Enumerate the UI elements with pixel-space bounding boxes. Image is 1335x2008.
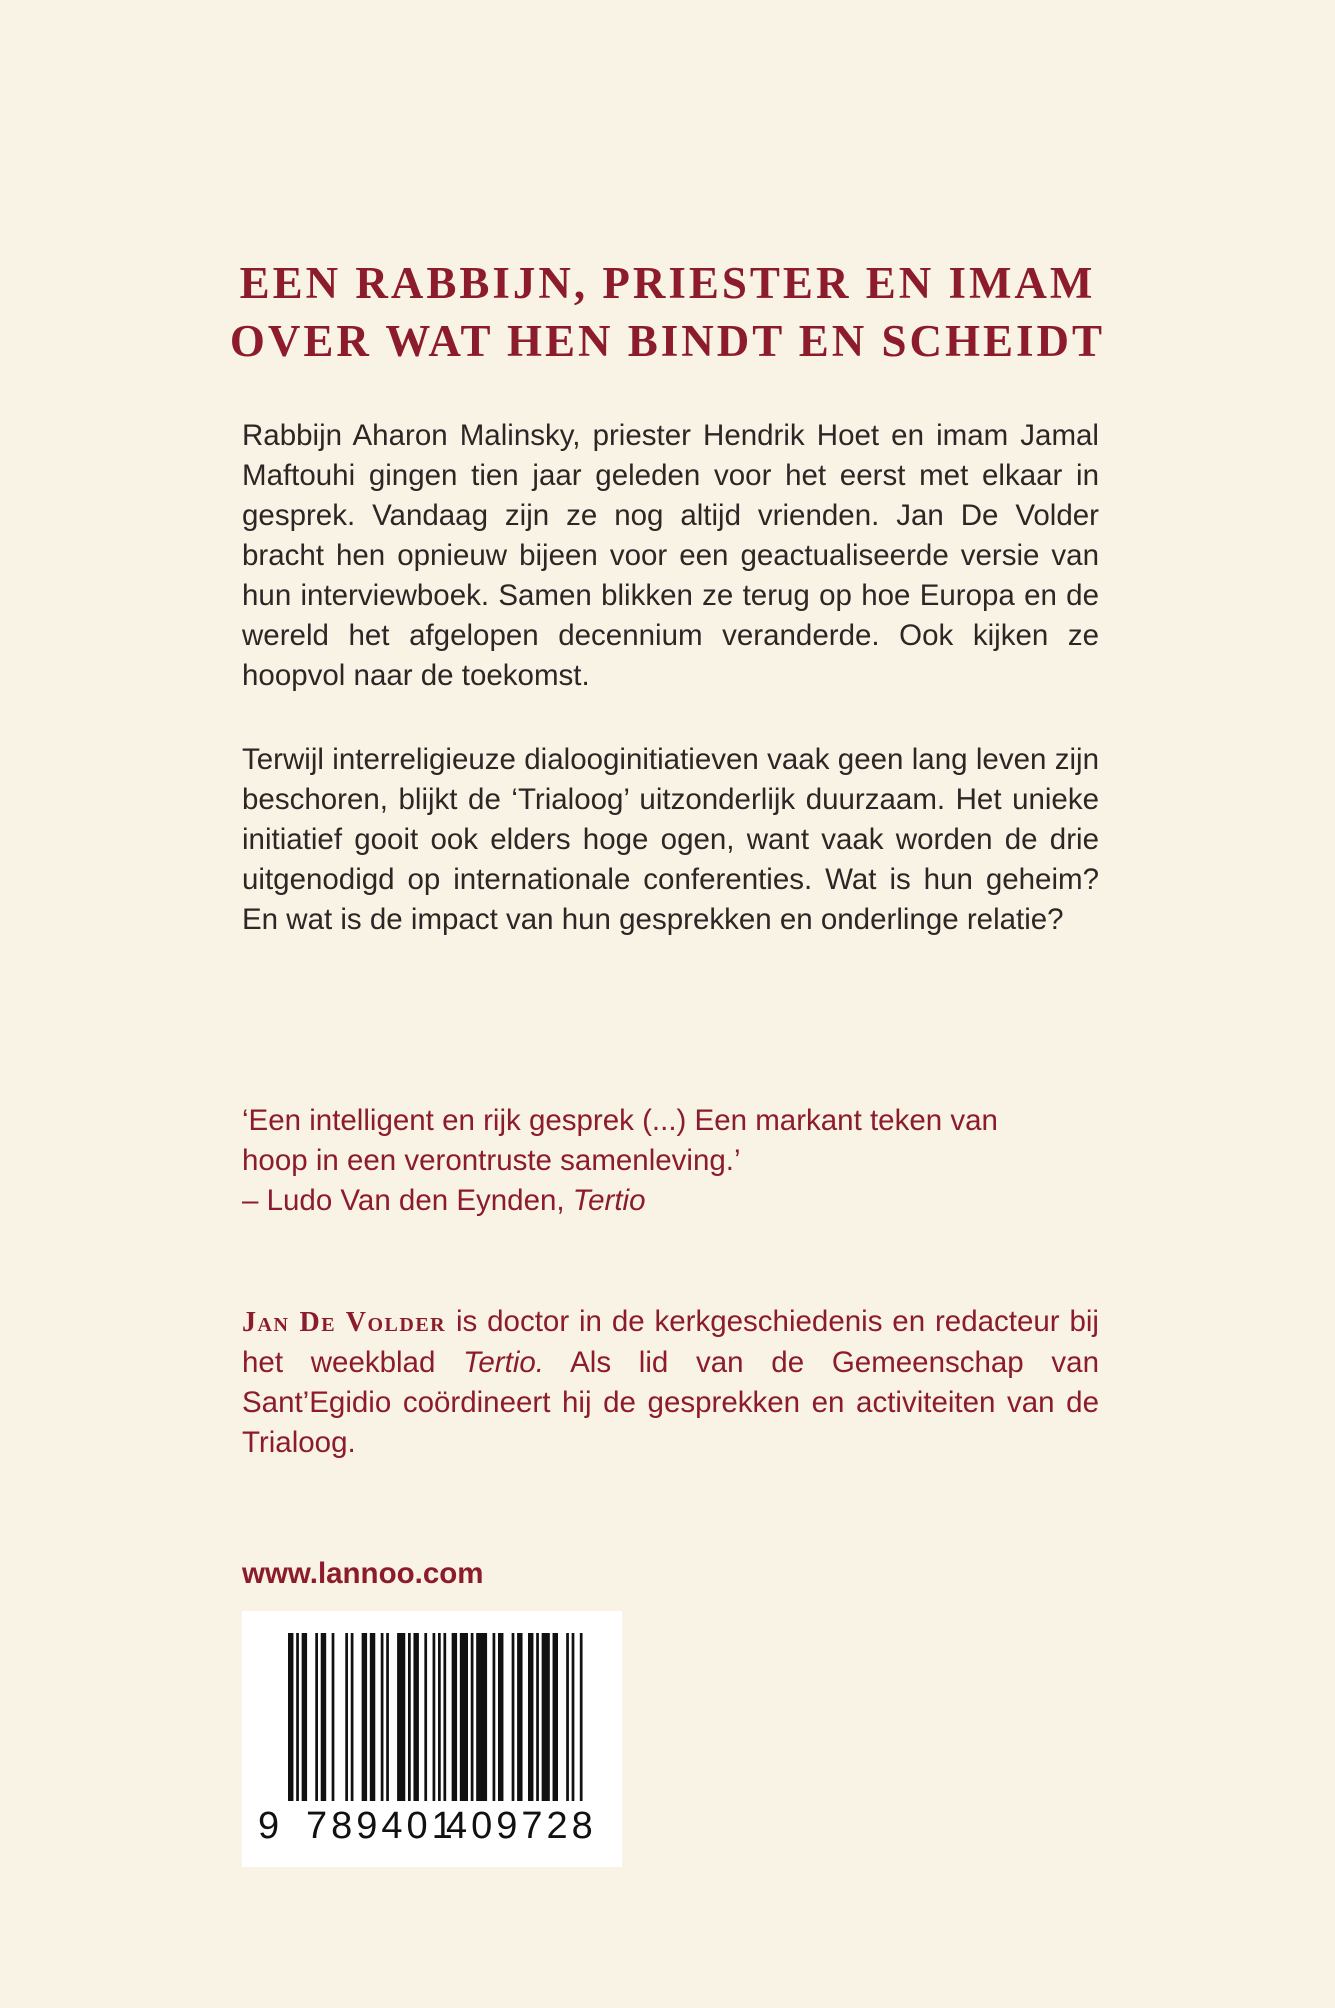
barcode-bar (345, 1633, 348, 1801)
barcode-bar (302, 1633, 307, 1801)
barcode-bar (397, 1633, 405, 1801)
barcode-bar (498, 1633, 503, 1801)
barcode-bar (572, 1633, 575, 1801)
barcode-bar (553, 1633, 558, 1801)
blurb-paragraph-1: Rabbijn Aharon Malinsky, priester Hendrik Hoet en imam Jamal Maftouhi gingen tien jaar geleden voor het eerst met elkaar in gesprek. Vandaag zijn ze nog altijd vrienden. Jan De Volder bracht hen opnieuw bijeen voor een geactualiseerde versie van hun interviewboek. Samen blikken ze terug op hoe Europa en de wereld het afgelopen decennium veranderde. Ook kijken ze hoopvol naar de toekomst. (242, 419, 1099, 692)
barcode-bar (580, 1633, 583, 1801)
quote-attribution-source: Tertio (572, 1184, 646, 1217)
isbn-lead-digit: 9 (258, 1805, 280, 1847)
barcode-bar (362, 1633, 367, 1801)
isbn-digit-group-1: 789401 (306, 1805, 457, 1847)
bio-text-2: Als lid van de Gemeenschap van Sant’Egidio coördineert hij de gesprekken en activiteiten van de Trialoog. (242, 1346, 1099, 1459)
barcode-bar (296, 1633, 299, 1801)
review-quote (242, 1101, 1122, 1221)
author-bio (242, 1302, 1099, 1463)
quote-attribution-author: – Ludo Van den Eynden, (242, 1184, 573, 1217)
quote-attribution (242, 1181, 1122, 1221)
barcode-bar (351, 1633, 354, 1801)
bio-publication: Tertio. (463, 1346, 544, 1379)
isbn-barcode (242, 1611, 622, 1867)
barcode-bar (460, 1633, 468, 1801)
blurb-paragraph-2: Terwijl interreligieuze dialooginitiatieven vaak geen lang leven zijn beschoren, blijkt de ‘Trialoog’ uitzonderlijk duurzaam. Het unieke initiatief gooit ook elders hoge ogen, want vaak worden de drie uitgenodigd op internationale conferenties. Wat is hun geheim? En wat is de impact van hun gesprekken en onderlinge relatie? (242, 743, 1099, 936)
barcode-bar (471, 1633, 474, 1801)
barcode-bar (528, 1633, 533, 1801)
barcode-bar (315, 1633, 318, 1801)
barcode-bars (288, 1633, 588, 1801)
barcode-bar (381, 1633, 384, 1801)
barcode-bar (443, 1633, 446, 1801)
barcode-bar (452, 1633, 457, 1801)
cover-heading (0, 254, 1335, 370)
barcode-bar (438, 1633, 441, 1801)
barcode-bar (566, 1633, 569, 1801)
barcode-bar (332, 1633, 335, 1801)
barcode-bar (476, 1633, 487, 1801)
barcode-bar (321, 1633, 326, 1801)
barcode-bar (424, 1633, 427, 1801)
bio-text-1: is doctor in de kerkgeschiedenis en redacteur bij het weekblad (242, 1305, 1099, 1379)
publisher-website: www.lannoo.com (242, 1557, 484, 1590)
barcode-bar (517, 1633, 522, 1801)
isbn-number (258, 1801, 613, 1851)
barcode-bar (288, 1633, 293, 1801)
heading-line-2: OVER WAT HEN BINDT EN SCHEIDT (229, 316, 1106, 366)
barcode-bar (433, 1633, 436, 1801)
barcode-bar (386, 1633, 389, 1801)
quote-line-1: ‘Een intelligent en rijk gesprek (...) Een markant teken van (242, 1104, 998, 1137)
quote-line-2: hoop in een verontruste samenleving.’ (242, 1144, 741, 1177)
barcode-bar (542, 1633, 550, 1801)
barcode-bar (493, 1633, 496, 1801)
barcode-bar (512, 1633, 515, 1801)
barcode-bar (536, 1633, 539, 1801)
heading-line-1: EEN RABBIJN, PRIESTER EN IMAM (239, 258, 1096, 308)
barcode-bar (408, 1633, 411, 1801)
barcode-bar (413, 1633, 418, 1801)
author-name: Jan De Volder (242, 1307, 447, 1338)
barcode-bar (370, 1633, 375, 1801)
isbn-digit-group-2: 409728 (446, 1805, 597, 1847)
